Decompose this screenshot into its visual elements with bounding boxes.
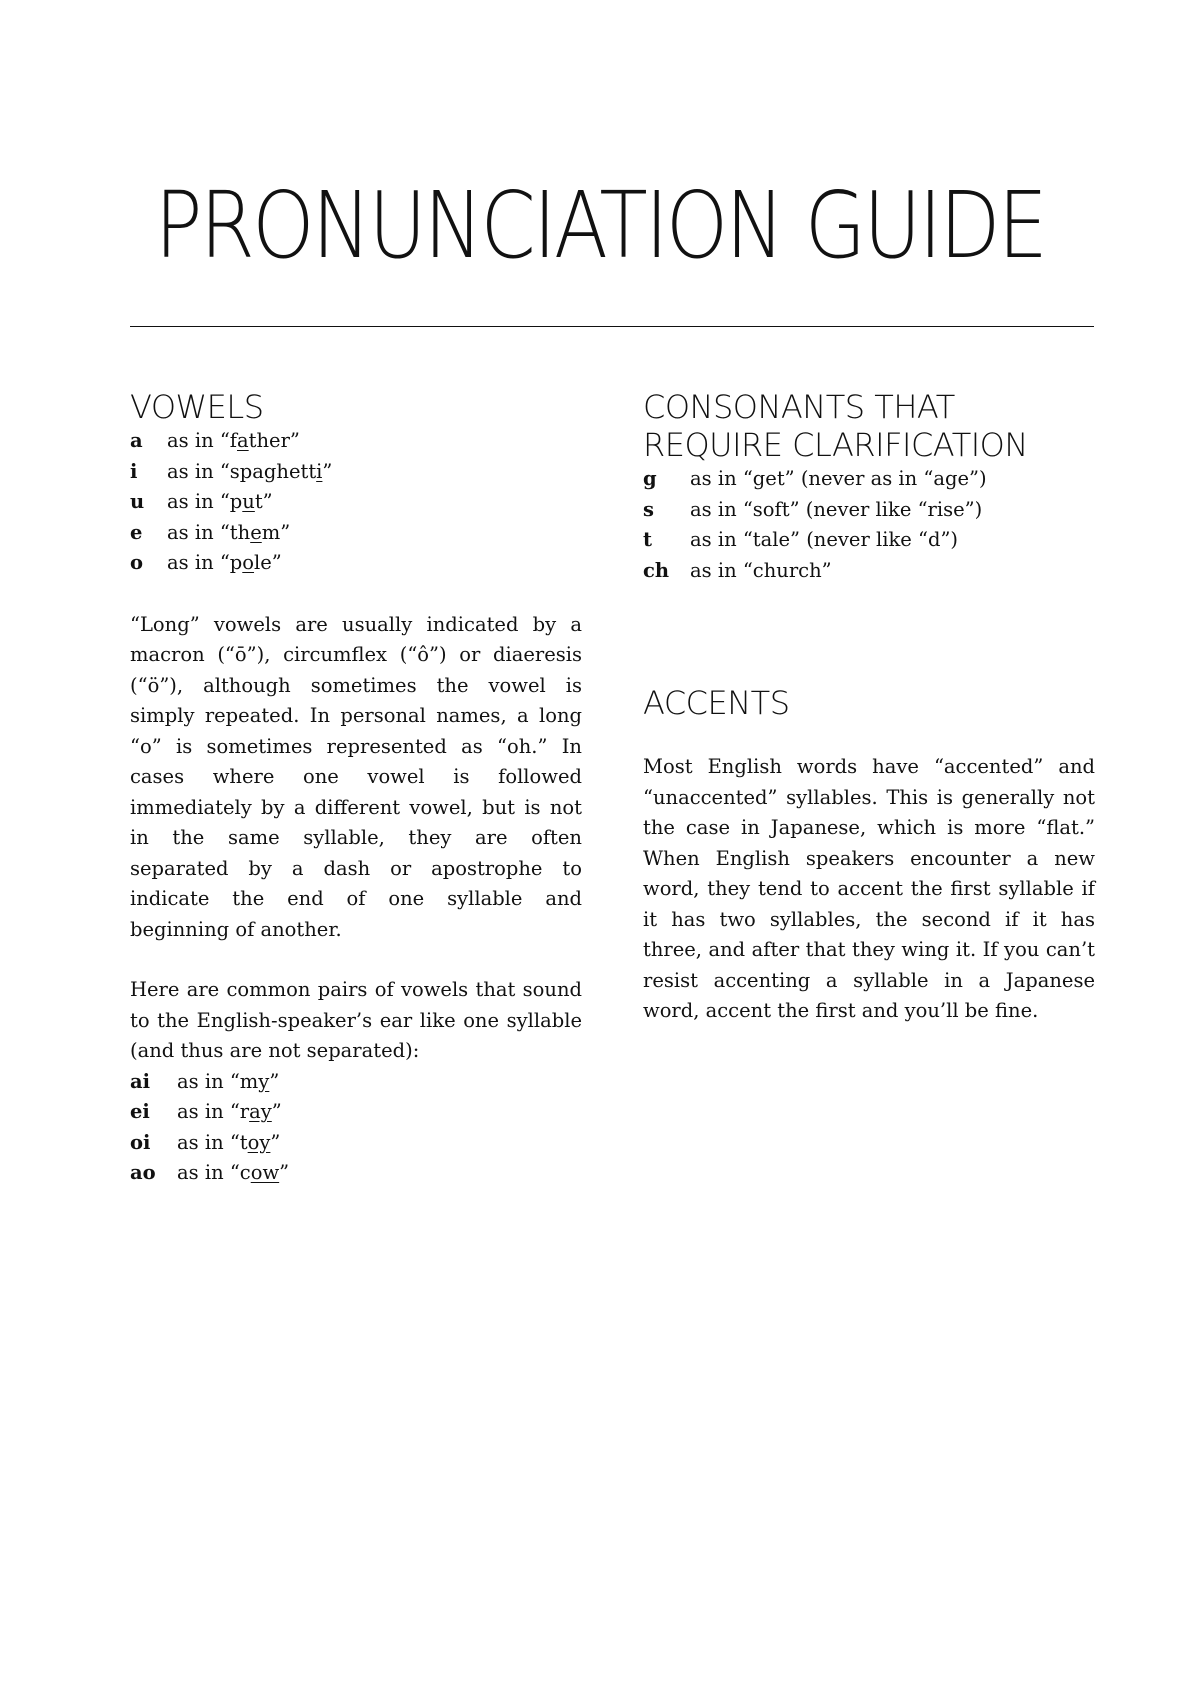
page-title: PRONUNCIATION GUIDE — [154, 172, 1046, 279]
vowel-example: as in “pole” — [167, 551, 282, 574]
vowel-letter: e — [130, 520, 143, 544]
vowel-pair-item — [130, 1158, 289, 1189]
vowel-item — [130, 548, 332, 579]
vowel-pair-letters: ei — [130, 1100, 150, 1123]
vowel-example: as in “spaghetti” — [167, 459, 333, 483]
accents-paragraph: Most English words have “accented” and “unaccented” syllables. This is generally not the case in Japanese, which is more “flat.” When English speakers encounter a new word, they tend to accent the first syllable if it has two syllables, the second if it has three, and after that they wing it. If you can’t resist accenting a syllable in a Japanese word, accent the first and you’ll be fine. — [643, 755, 1095, 1022]
vowel-item — [130, 518, 332, 549]
vowel-letter: i — [130, 459, 138, 483]
consonant-letter: s — [643, 497, 654, 521]
consonant-letter: t — [643, 528, 653, 551]
vowels-heading: VOWELS — [130, 388, 264, 426]
consonant-example: as in “tale” (never like “d”) — [690, 528, 959, 551]
consonants-heading — [643, 388, 1095, 464]
vowel-pairs-intro: Here are common pairs of vowels that sound to the English-speaker’s ear like one syllable (and thus are not separated): — [130, 978, 582, 1062]
vowel-pair-letters: ai — [130, 1069, 151, 1093]
vowel-item — [130, 426, 332, 457]
vowel-letter: a — [130, 429, 143, 452]
consonant-letter: g — [643, 467, 657, 490]
vowel-example: as in “put” — [167, 490, 273, 513]
consonant-item — [643, 464, 987, 495]
vowel-letter: u — [130, 490, 145, 513]
consonant-example: as in “soft” (never like “rise”) — [690, 497, 983, 521]
left-column — [130, 388, 582, 1189]
vowel-item — [130, 487, 332, 518]
vowel-pair-example: as in “my” — [177, 1069, 280, 1093]
vowel-example: as in “them” — [167, 520, 291, 544]
vowel-pair-item — [130, 1097, 289, 1128]
vowel-pairs-list — [130, 1067, 289, 1189]
title-divider — [130, 326, 1094, 327]
vowel-letter: o — [130, 551, 144, 574]
consonant-example: as in “get” (never as in “age”) — [690, 467, 987, 490]
vowel-list — [130, 426, 332, 579]
consonant-item — [643, 525, 987, 556]
vowel-pair-letters: ao — [130, 1161, 156, 1184]
consonant-example: as in “church” — [690, 558, 832, 582]
vowel-example: as in “father” — [167, 429, 300, 452]
accents-heading: ACCENTS — [643, 684, 790, 722]
vowel-pair-item — [130, 1067, 289, 1098]
long-vowels-paragraph: “Long” vowels are usually indicated by a macron (“ō”), circumflex (“ô”) or diaeresis (“ö”), although sometimes the vowel is simply repeated. In personal names, a long “o” is sometimes represented as “oh.” In cases where one vowel is followed immediately by a different vowel, but is not in the same syllable, they are often separated by a dash or apostrophe to indicate the end of one syllable and beginning of another. — [130, 612, 582, 941]
vowel-pair-example: as in “ray” — [177, 1100, 282, 1123]
vowel-pair-example: as in “toy” — [177, 1130, 281, 1154]
vowel-pair-example: as in “cow” — [177, 1161, 290, 1184]
consonant-letter: ch — [643, 558, 670, 582]
right-column — [643, 388, 1095, 1027]
consonant-list — [643, 464, 987, 586]
vowel-item — [130, 457, 332, 488]
vowel-pair-item — [130, 1128, 289, 1159]
vowel-pair-letters: oi — [130, 1130, 151, 1154]
consonants-heading-line2: REQUIRE CLARIFICATION — [643, 426, 1028, 464]
consonant-item — [643, 556, 987, 587]
consonant-item — [643, 495, 987, 526]
consonants-heading-line1: CONSONANTS THAT — [643, 388, 955, 426]
